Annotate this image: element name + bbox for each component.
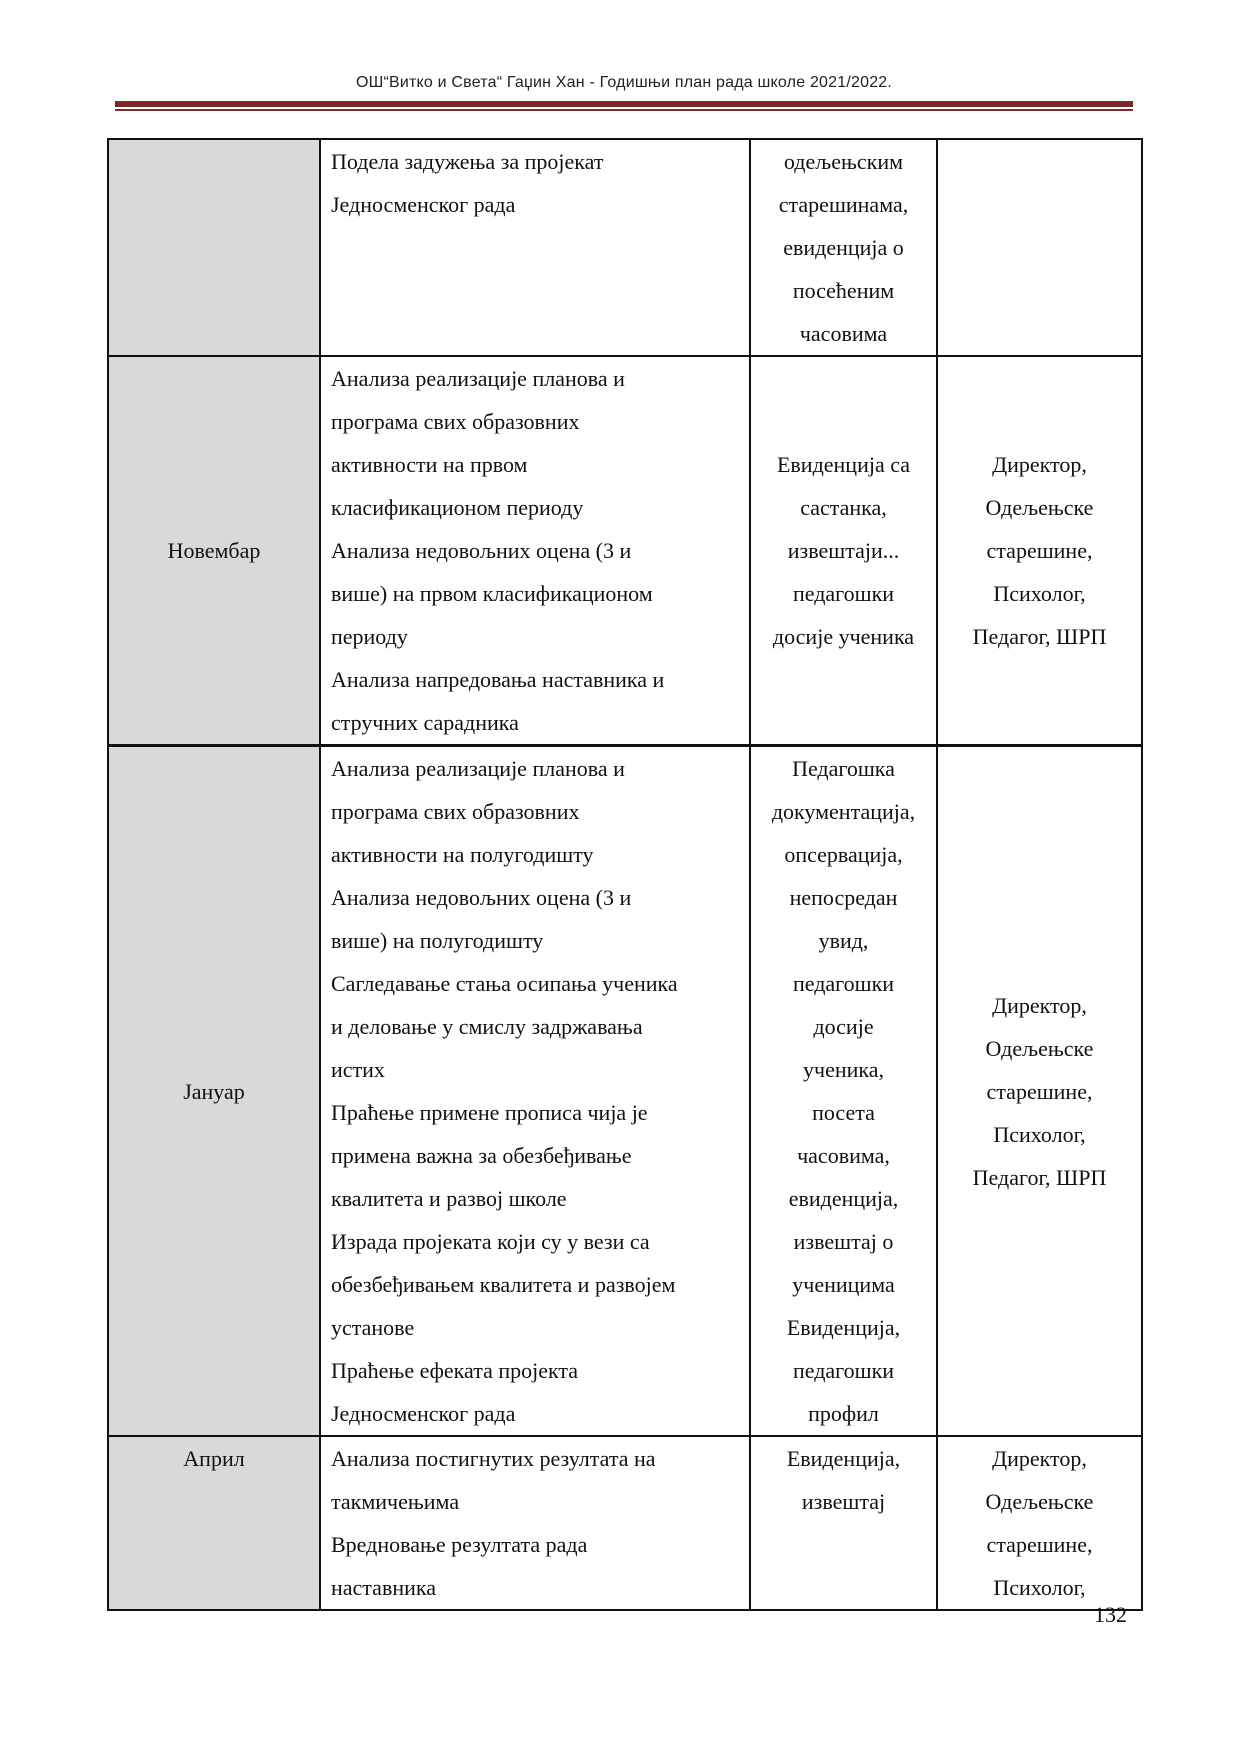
responsible-cell-line: Директор, [992,1446,1087,1471]
activities-cell-line: Подела задужења за пројекат [331,149,604,174]
activities-cell-line: Једносменског рада [331,192,516,217]
month-label: Април [183,1446,245,1471]
activities-cell-line: Вредновање резултата рада [331,1532,588,1557]
evidence-cell-line: извештаји... [787,538,900,563]
responsible-cell [937,746,1142,1437]
evidence-cell-line: педагошки [792,971,895,996]
header-rule-thin [115,109,1133,111]
evidence-cell-line: часовима, [797,1143,890,1168]
activities-cell-line: квалитета и развој школе [331,1186,567,1211]
responsible-cell-line: Психолог, [993,581,1086,606]
evidence-cell [750,1436,937,1610]
activities-cell-line: Анализа напредовања наставника и [331,667,665,692]
work-plan-table [107,138,1143,1611]
work-plan-body [108,139,1142,1610]
activities-cell-line: Анализа реализације планова и [331,756,625,781]
evidence-cell-line: педагошки [792,581,895,606]
month-label: Новембар [167,538,261,563]
evidence-cell-line: одељењским [783,149,904,174]
activities-cell [320,356,750,746]
responsible-cell-line: Психолог, [993,1575,1086,1600]
month-cell [108,139,320,356]
evidence-cell [750,139,937,356]
evidence-cell-line: документација, [771,799,916,824]
activities-cell-line: класификационом периоду [331,495,584,520]
activities-cell-line: Анализа недовољних оцена (3 и [331,885,632,910]
responsible-cell-line: старешине, [986,1532,1093,1557]
month-cell [108,356,320,746]
responsible-cell-line: Одељењске [985,495,1094,520]
month-cell [108,1436,320,1610]
month-label: Јануар [183,1078,245,1104]
activities-cell [320,746,750,1437]
activities-cell-line: активности на полугодишту [331,842,594,867]
table-row [108,356,1142,746]
evidence-cell-line: састанка, [800,495,887,520]
evidence-cell-line: досије [813,1014,874,1039]
activities-cell-line: Сагледавање стања осипања ученика [331,971,678,996]
activities-cell-line: такмичењима [331,1489,460,1514]
activities-cell-line: установе [331,1315,415,1340]
activities-cell-line: примена важна за обезбеђивање [331,1143,632,1168]
table-row [108,139,1142,356]
evidence-cell [750,746,937,1437]
evidence-cell-line: посета [812,1100,875,1125]
activities-cell-line: обезбеђивањем квалитета и развојем [331,1272,676,1297]
header-rule-thick [115,101,1133,107]
evidence-cell-line: евиденција о [783,235,904,260]
evidence-cell-line: старешинама, [778,192,909,217]
responsible-cell-line: Педагог, ШРП [972,1164,1107,1190]
activities-cell-line: периоду [331,624,408,649]
evidence-cell-line: опсервација, [784,842,903,867]
evidence-cell-line: евиденција, [788,1186,899,1211]
responsible-cell-line: старешине, [986,1078,1093,1104]
activities-cell-line: Једносменског рада [331,1401,516,1426]
activities-cell-line: Праћење примене прописа чија је [331,1100,648,1125]
evidence-cell-line: педагошки [792,1358,895,1383]
evidence-cell-line: часовима [799,321,888,346]
activities-cell-line: Анализа недовољних оцена (3 и [331,538,632,563]
evidence-cell-line: Евиденција са [776,452,911,477]
evidence-cell-line: профил [808,1401,879,1426]
activities-cell-line: наставника [331,1575,437,1600]
evidence-cell-line: Евиденција, [786,1446,901,1471]
responsible-cell-line: Одељењске [985,1489,1094,1514]
responsible-cell-line: Директор, [992,992,1087,1018]
evidence-cell-line: извештај о [793,1229,894,1254]
activities-cell-line: програма свих образовних [331,409,580,434]
activities-cell [320,1436,750,1610]
evidence-cell-line: досије ученика [772,624,915,649]
evidence-cell-line: ученика, [803,1057,884,1082]
page-header: ОШ“Витко и Света“ Гаџин Хан - Годишњи план рада школе 2021/2022. [355,74,893,91]
table-row [108,746,1142,1437]
activities-cell-line: више) на првом класификационом [331,581,653,606]
responsible-cell-line: Педагог, ШРП [972,624,1107,649]
activities-cell-line: и деловање у смислу задржавања [331,1014,643,1039]
month-cell [108,746,320,1437]
responsible-cell-line: Одељењске [985,1035,1094,1061]
activities-cell-line: стручних сарадника [331,710,519,735]
evidence-cell-line: ученицима [792,1272,895,1297]
table-row [108,1436,1142,1610]
responsible-cell [937,1436,1142,1610]
activities-cell-line: програма свих образовних [331,799,580,824]
responsible-cell [937,139,1142,356]
activities-cell-line: активности на првом [331,452,528,477]
responsible-cell-line: Психолог, [993,1121,1086,1147]
page-number: 132 [1094,1602,1127,1627]
responsible-cell-line: старешине, [986,538,1093,563]
evidence-cell-line: посећеним [792,278,895,303]
evidence-cell-line: непосредан [789,885,898,910]
evidence-cell-line: извештај [801,1489,886,1514]
activities-cell-line: више) на полугодишту [331,928,544,953]
responsible-cell-line: Директор, [992,452,1087,477]
evidence-cell-line: Евиденција, [786,1315,901,1340]
responsible-cell [937,356,1142,746]
evidence-cell-line: увид, [818,928,869,953]
evidence-cell [750,356,937,746]
activities-cell-line: истих [331,1057,385,1082]
evidence-cell-line: Педагошка [792,756,895,781]
activities-cell-line: Праћење ефеката пројекта [331,1358,579,1383]
activities-cell-line: Анализа реализације планова и [331,366,625,391]
activities-cell-line: Анализа постигнутих резултата на [331,1446,656,1471]
activities-cell-line: Израда пројеката који су у вези са [331,1229,650,1254]
activities-cell [320,139,750,356]
